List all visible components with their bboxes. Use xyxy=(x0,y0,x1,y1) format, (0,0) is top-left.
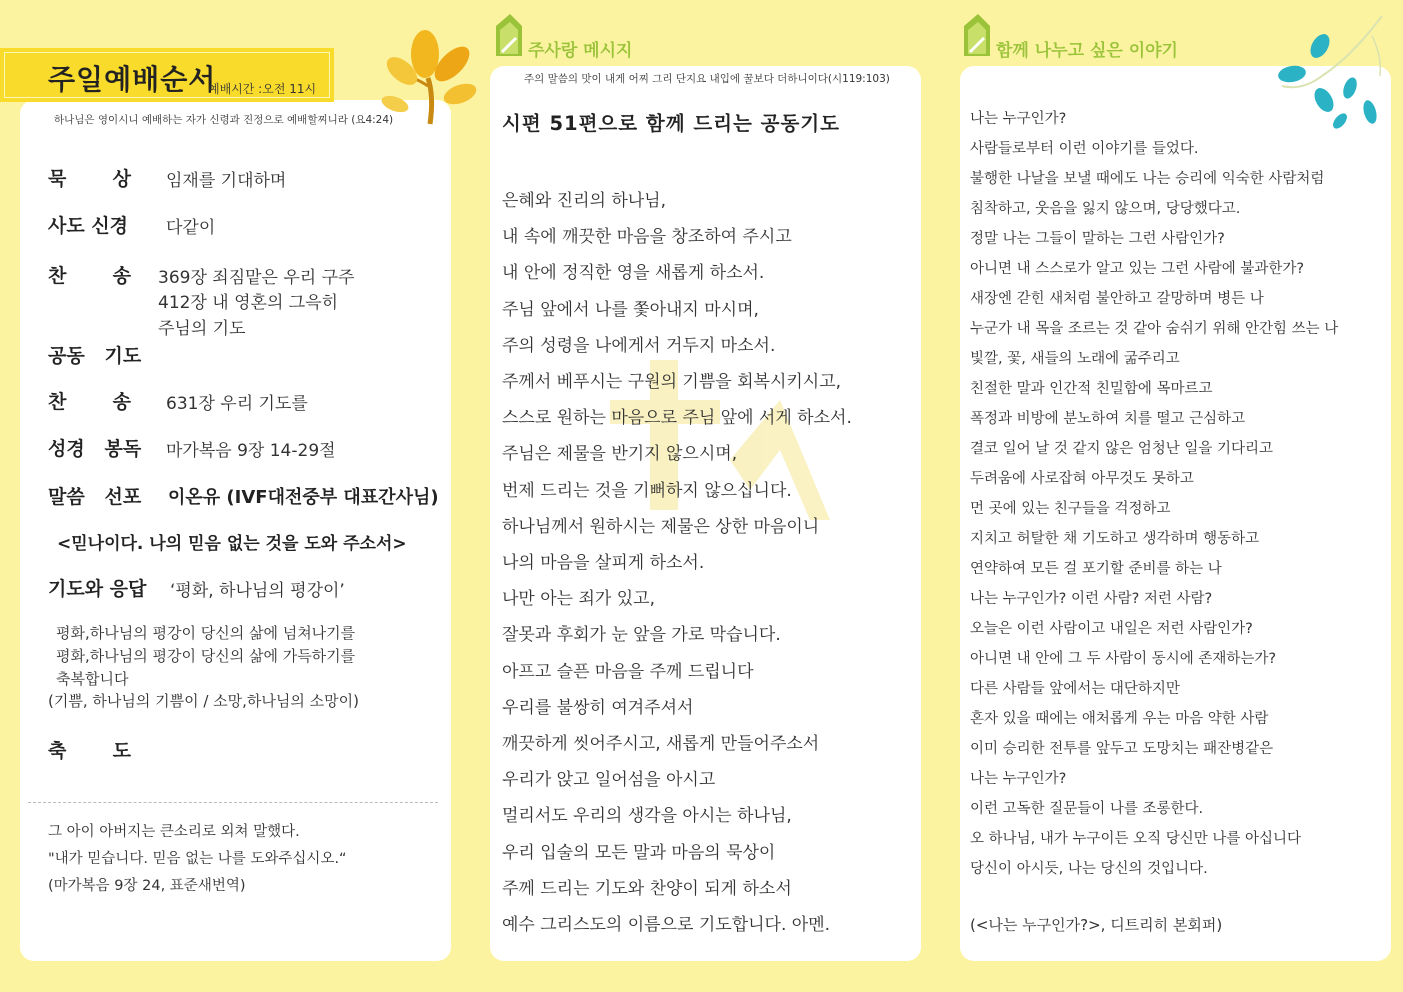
order-label-creed: 사도 신경 xyxy=(48,215,129,237)
story-line: 이런 고독한 질문들이 나를 조롱한다. xyxy=(970,801,1204,817)
story-line: 먼 곳에 있는 친구들을 걱정하고 xyxy=(970,501,1171,517)
order-label-sermon: 말씀 선포 xyxy=(48,486,142,508)
prayer-line: 축복합니다 xyxy=(56,670,129,688)
prayer-line: 깨끗하게 씻어주시고, 새롭게 만들어주소서 xyxy=(502,734,820,755)
message-verse: 주의 말씀의 맛이 내게 어찌 그리 단지요 내입에 꿀보다 더하니이다(시119:103) xyxy=(524,73,890,85)
order-value-response: ‘평화, 하나님의 평강이’ xyxy=(170,581,345,601)
story-line: 지치고 허탈한 채 기도하고 생각하며 행동하고 xyxy=(970,531,1260,547)
prayer-line: 잘못과 후회가 눈 앞을 가로 막습니다. xyxy=(502,625,781,646)
order-value-hymn-3: 631장 우리 기도를 xyxy=(166,394,308,414)
story-line: 침착하고, 웃음을 잃지 않으며, 당당했다고. xyxy=(970,201,1241,217)
story-line: 정말 나는 그들이 말하는 그런 사람인가? xyxy=(970,231,1225,247)
story-line: 새장엔 갇힌 새처럼 불안하고 갈망하며 병든 나 xyxy=(970,291,1264,307)
story-line: 오 하나님, 내가 누구이든 오직 당신만 나를 아십니다 xyxy=(970,831,1302,847)
order-value-hymn-1: 369장 죄짐맡은 우리 구주 xyxy=(158,268,355,288)
prayer-line: 번제 드리는 것을 기뻐하지 않으십니다. xyxy=(502,480,792,501)
prayer-line: 은혜와 진리의 하나님, xyxy=(502,191,667,211)
prayer-note: (기쁨, 하나님의 기쁨이 / 소망,하나님의 소망이) xyxy=(48,692,359,710)
prayer-line: 아프고 슬픈 마음을 주께 드립니다 xyxy=(502,661,754,682)
prayer-body xyxy=(502,183,852,943)
story-line: 이미 승리한 전투를 앞두고 도망치는 패잔병같은 xyxy=(970,741,1274,757)
order-label-common-prayer: 공동 기도 xyxy=(48,345,142,367)
prayer-line: 스스로 원하는 마음으로 주님 앞에 서게 하소서. xyxy=(502,408,852,429)
prayer-line: 나만 아는 죄가 있고, xyxy=(502,589,655,610)
bookmark-leaf-icon xyxy=(960,14,994,58)
section-title: 주사랑 메시지 xyxy=(528,41,633,61)
section-title: 함께 나누고 싶은 이야기 xyxy=(996,41,1178,61)
prayer-line: 내 안에 정직한 영을 새롭게 하소서. xyxy=(502,263,765,284)
prayer-line: 나의 마음을 살피게 하소서. xyxy=(502,553,705,574)
leaf-branch-icon xyxy=(380,26,480,126)
order-label-hymn: 찬 송 xyxy=(48,265,132,287)
footer-line: 그 아이 아버지는 큰소리로 외쳐 말했다. xyxy=(48,824,300,840)
footer-line: "내가 믿습니다. 믿음 없는 나를 도와주십시오.“ xyxy=(48,851,347,867)
order-value-lords-prayer: 주님의 기도 xyxy=(158,319,246,339)
order-label-meditation: 묵 상 xyxy=(48,168,132,190)
story-body xyxy=(970,104,1338,884)
service-time: 예배시간 :오전 11시 xyxy=(208,82,317,96)
prayer-line: 주의 성령을 나에게서 거두지 마소서. xyxy=(502,335,776,356)
story-line: 혼자 있을 때에는 애처롭게 우는 마음 약한 사람 xyxy=(970,711,1269,727)
prayer-line: 주님은 제물을 반기지 않으시며, xyxy=(502,444,738,465)
story-line: 불행한 나날을 보낼 때에도 나는 승리에 익숙한 사람처럼 xyxy=(970,171,1325,187)
prayer-line: 우리를 불쌍히 여겨주셔서 xyxy=(502,697,694,718)
story-line: 나는 누구인가? xyxy=(970,111,1067,127)
story-line: 오늘은 이런 사람이고 내일은 저런 사람인가? xyxy=(970,621,1253,637)
prayer-line: 평화,하나님의 평강이 당신의 삶에 넘쳐나기를 xyxy=(56,624,356,642)
order-label-hymn-2: 찬 송 xyxy=(48,391,132,413)
prayer-line: 주께 드리는 기도와 찬양이 되게 하소서 xyxy=(502,878,792,899)
story-line: 나는 누구인가? xyxy=(970,771,1067,787)
story-line: 당신이 아시듯, 나는 당신의 것입니다. xyxy=(970,861,1208,877)
prayer-line: 주님 앞에서 나를 쫓아내지 마시며, xyxy=(502,299,759,320)
story-line: 아니면 내 스스로가 알고 있는 그런 사람에 불과한가? xyxy=(970,261,1305,277)
order-value-meditation: 임재를 기대하며 xyxy=(166,171,287,191)
order-value-preacher: 이온유 (IVF대전중부 대표간사님) xyxy=(168,487,439,508)
divider xyxy=(28,802,438,803)
prayer-line: 예수 그리스도의 이름으로 기도합니다. 아멘. xyxy=(502,915,831,936)
prayer-line: 주께서 베푸시는 구원의 기쁨을 회복시키시고, xyxy=(502,372,842,393)
order-label-response: 기도와 응답 xyxy=(48,578,147,600)
order-value-hymn-2: 412장 내 영혼의 그윽히 xyxy=(158,293,339,313)
story-line: 사람들로부터 이런 이야기를 들었다. xyxy=(970,141,1199,157)
sermon-title: <믿나이다. 나의 믿음 없는 것을 도와 주소서> xyxy=(57,534,407,554)
bookmark-leaf-icon xyxy=(492,14,526,58)
story-line: 빛깔, 꽃, 새들의 노래에 굶주리고 xyxy=(970,351,1180,367)
prayer-line: 내 속에 깨끗한 마음을 창조하여 주시고 xyxy=(502,227,792,248)
prayer-title: 시편 51편으로 함께 드리는 공동기도 xyxy=(502,112,841,135)
prayer-line: 멀리서도 우리의 생각을 아시는 하나님, xyxy=(502,806,792,827)
story-line: 나는 누구인가? 이런 사람? 저런 사람? xyxy=(970,591,1213,607)
story-line: 폭정과 비방에 분노하여 치를 떨고 근심하고 xyxy=(970,411,1246,427)
order-value-creed: 다같이 xyxy=(166,218,216,238)
prayer-line: 평화,하나님의 평강이 당신의 삶에 가득하기를 xyxy=(56,647,356,665)
footer-line: (마가복음 9장 24, 표준새번역) xyxy=(48,878,246,894)
story-line: 친절한 말과 인간적 친밀함에 목마르고 xyxy=(970,381,1213,397)
story-line: 누군가 내 목을 조르는 것 같아 숨쉬기 위해 안간힘 쓰는 나 xyxy=(970,321,1339,337)
story-line: 결코 일어 날 것 같지 않은 엄청난 일을 기다리고 xyxy=(970,441,1274,457)
order-value-scripture: 마가복음 9장 14-29절 xyxy=(166,441,336,461)
order-label-benediction: 축 도 xyxy=(48,740,132,762)
prayer-line: 우리가 앉고 일어섬을 아시고 xyxy=(502,770,716,791)
prayer-line: 하나님께서 원하시는 제물은 상한 마음이니 xyxy=(502,516,820,537)
prayer-lines xyxy=(56,622,355,691)
footer-verse xyxy=(48,819,347,900)
prayer-line: 우리 입술의 모든 말과 마음의 묵상이 xyxy=(502,842,776,863)
story-line: 두려움에 사로잡혀 아무것도 못하고 xyxy=(970,471,1194,487)
story-line: 다른 사람들 앞에서는 대단하지만 xyxy=(970,681,1180,697)
header-verse: 하나님은 영이시니 예배하는 자가 신령과 진정으로 예배할찌니라 (요4:24) xyxy=(54,114,394,126)
story-line: 아니면 내 안에 그 두 사람이 동시에 존재하는가? xyxy=(970,651,1277,667)
order-label-scripture: 성경 봉독 xyxy=(48,438,142,460)
story-source: (<나는 누구인가?>, 디트리히 본회퍼) xyxy=(970,916,1223,934)
page-title: 주일예배순서 xyxy=(48,63,217,96)
story-line: 연약하여 모든 걸 포기할 준비를 하는 나 xyxy=(970,561,1222,577)
